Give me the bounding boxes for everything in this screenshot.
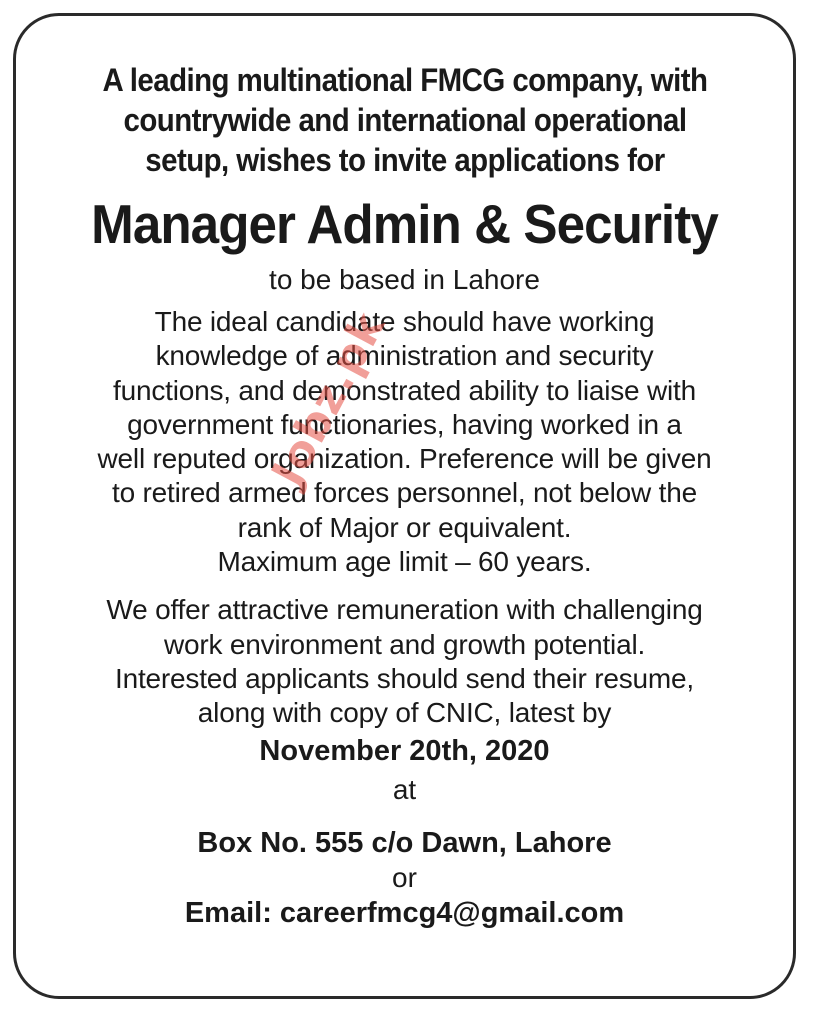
description-line: knowledge of administration and security [155,340,654,372]
description-line: government functionaries, having worked in a [127,408,682,440]
application-deadline: November 20th, 2020 [259,734,550,767]
watermark-logo: Jobz.pk [262,303,396,494]
offer-line: Interested applicants should send their resume, [115,662,694,694]
description-line: functions, and demonstrated ability to liaise with [113,374,696,406]
description-line: well reputed organization. Preference will be given [97,443,712,475]
description-line: The ideal candidate should have working [154,306,655,337]
job-location: to be based in Lahore [269,264,540,295]
offer-line: We offer attractive remuneration with challenging [106,594,703,626]
intro-text [55,60,754,180]
description-line: rank of Major or equivalent. [237,511,572,543]
at-connector: at [392,773,417,805]
job-description [16,305,793,579]
contact-email: Email: careerfmcg4@gmail.com [184,896,625,929]
age-limit-line: Maximum age limit – 60 years. [217,546,592,578]
offer-and-instructions [16,593,793,730]
intro-line: A leading multinational FMCG company, with [102,62,707,98]
job-advertisement [16,16,793,996]
intro-line: countrywide and international operational [123,102,686,138]
job-title: Manager Admin & Security [91,193,718,255]
description-line: to retired armed forces personnel, not below the [112,477,697,509]
offer-line: work environment and growth potential. [163,628,646,660]
or-connector: or [392,861,417,893]
intro-line: setup, wishes to invite applications for [144,142,665,178]
offer-line: along with copy of CNIC, latest by [197,697,612,729]
postal-address: Box No. 555 c/o Dawn, Lahore [197,826,612,859]
